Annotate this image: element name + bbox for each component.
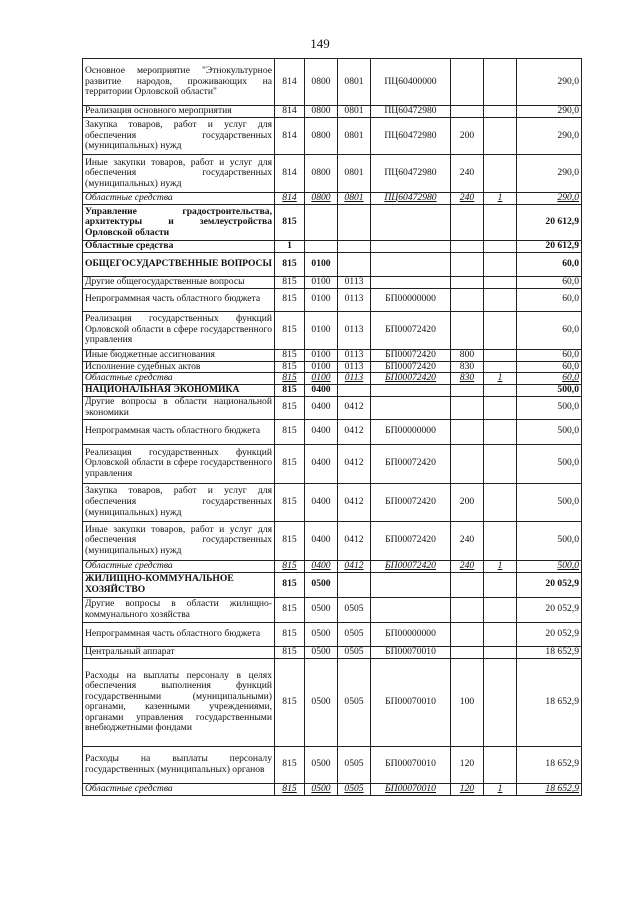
row-name: Реализация основного мероприятия xyxy=(83,106,275,118)
cell-target-article: БП00072420 xyxy=(371,311,451,349)
cell-amount: 500,0 xyxy=(517,419,582,444)
cell-ministry: 815 xyxy=(275,288,305,311)
cell-ministry: 1 xyxy=(275,241,305,253)
cell-subsection: 0412 xyxy=(338,419,371,444)
cell-amount: 60,0 xyxy=(517,311,582,349)
budget-table xyxy=(82,58,582,796)
cell-amount: 500,0 xyxy=(517,560,582,572)
cell-target-article: ПЦ60472980 xyxy=(371,118,451,155)
cell-amount: 60,0 xyxy=(517,373,582,385)
cell-source xyxy=(484,155,517,193)
cell-expense-type xyxy=(451,384,484,396)
cell-ministry: 815 xyxy=(275,396,305,419)
cell-section: 0800 xyxy=(305,193,338,205)
cell-section: 0500 xyxy=(305,783,338,795)
cell-section: 0500 xyxy=(305,646,338,658)
cell-subsection: 0505 xyxy=(338,746,371,783)
table-row xyxy=(83,622,582,646)
cell-subsection: 0412 xyxy=(338,444,371,483)
cell-source xyxy=(484,746,517,783)
cell-expense-type: 800 xyxy=(451,349,484,361)
cell-expense-type: 240 xyxy=(451,155,484,193)
cell-section: 0400 xyxy=(305,396,338,419)
cell-source xyxy=(484,276,517,288)
table-row xyxy=(83,276,582,288)
cell-target-article: БП00072420 xyxy=(371,521,451,560)
cell-subsection: 0801 xyxy=(338,155,371,193)
cell-ministry: 815 xyxy=(275,384,305,396)
cell-target-article xyxy=(371,384,451,396)
cell-source: 1 xyxy=(484,560,517,572)
cell-amount: 20 052,9 xyxy=(517,572,582,597)
cell-ministry: 815 xyxy=(275,622,305,646)
cell-target-article: БП00070010 xyxy=(371,783,451,795)
row-name: Закупка товаров, работ и услуг для обеспечения государственных (муниципальных) нужд xyxy=(83,118,275,155)
table-row xyxy=(83,396,582,419)
cell-section: 0100 xyxy=(305,361,338,373)
cell-section: 0100 xyxy=(305,349,338,361)
cell-source xyxy=(484,311,517,349)
cell-expense-type: 200 xyxy=(451,483,484,521)
table-row xyxy=(83,193,582,205)
table-row xyxy=(83,419,582,444)
cell-section: 0500 xyxy=(305,597,338,622)
row-name: Непрограммная часть областного бюджета xyxy=(83,419,275,444)
cell-source xyxy=(484,444,517,483)
table-row xyxy=(83,288,582,311)
table-row xyxy=(83,521,582,560)
cell-expense-type xyxy=(451,205,484,241)
cell-target-article: БП00072420 xyxy=(371,444,451,483)
cell-target-article xyxy=(371,241,451,253)
cell-ministry: 815 xyxy=(275,646,305,658)
cell-target-article xyxy=(371,205,451,241)
cell-section: 0100 xyxy=(305,311,338,349)
cell-expense-type: 830 xyxy=(451,373,484,385)
table-row xyxy=(83,658,582,746)
table-row xyxy=(83,241,582,253)
cell-target-article: БП00072420 xyxy=(371,560,451,572)
cell-source xyxy=(484,572,517,597)
row-name: Реализация государственных функций Орловской области в сфере государственного управления xyxy=(83,311,275,349)
cell-source xyxy=(484,252,517,276)
cell-amount: 500,0 xyxy=(517,444,582,483)
cell-amount: 18 652,9 xyxy=(517,783,582,795)
cell-section: 0400 xyxy=(305,521,338,560)
cell-expense-type: 830 xyxy=(451,361,484,373)
cell-source xyxy=(484,118,517,155)
row-name: Областные средства xyxy=(83,783,275,795)
cell-subsection: 0113 xyxy=(338,288,371,311)
cell-ministry: 815 xyxy=(275,205,305,241)
row-name: ЖИЛИЩНО-КОММУНАЛЬНОЕ ХОЗЯЙСТВО xyxy=(83,572,275,597)
cell-expense-type xyxy=(451,59,484,106)
cell-source xyxy=(484,59,517,106)
cell-expense-type xyxy=(451,276,484,288)
cell-source xyxy=(484,396,517,419)
row-name: Другие вопросы в области жилищно-коммунального хозяйства xyxy=(83,597,275,622)
cell-ministry: 814 xyxy=(275,59,305,106)
cell-amount: 290,0 xyxy=(517,155,582,193)
cell-expense-type: 240 xyxy=(451,521,484,560)
cell-target-article: БП00072420 xyxy=(371,361,451,373)
row-name: Областные средства xyxy=(83,560,275,572)
row-name: Иные закупки товаров, работ и услуг для обеспечения государственных (муниципальных) нужд xyxy=(83,155,275,193)
cell-ministry: 815 xyxy=(275,361,305,373)
cell-target-article: ПЦ60472980 xyxy=(371,106,451,118)
table-row xyxy=(83,483,582,521)
cell-ministry: 814 xyxy=(275,155,305,193)
cell-amount: 500,0 xyxy=(517,396,582,419)
cell-subsection: 0113 xyxy=(338,361,371,373)
table-row xyxy=(83,361,582,373)
page-number: 149 xyxy=(310,36,330,51)
table-row xyxy=(83,597,582,622)
cell-ministry: 815 xyxy=(275,373,305,385)
table-row xyxy=(83,59,582,106)
cell-ministry: 815 xyxy=(275,444,305,483)
row-name: Иные закупки товаров, работ и услуг для обеспечения государственных (муниципальных) нужд xyxy=(83,521,275,560)
cell-subsection xyxy=(338,205,371,241)
cell-amount: 290,0 xyxy=(517,59,582,106)
cell-ministry: 815 xyxy=(275,560,305,572)
row-name: Иные бюджетные ассигнования xyxy=(83,349,275,361)
table-row xyxy=(83,783,582,795)
row-name: ОБЩЕГОСУДАРСТВЕННЫЕ ВОПРОСЫ xyxy=(83,252,275,276)
cell-subsection xyxy=(338,241,371,253)
cell-source xyxy=(484,646,517,658)
table-row xyxy=(83,444,582,483)
table-row xyxy=(83,252,582,276)
cell-expense-type xyxy=(451,572,484,597)
cell-source xyxy=(484,349,517,361)
cell-source xyxy=(484,205,517,241)
cell-ministry: 815 xyxy=(275,311,305,349)
cell-amount: 500,0 xyxy=(517,483,582,521)
cell-expense-type xyxy=(451,646,484,658)
cell-amount: 20 052,9 xyxy=(517,622,582,646)
row-name: Непрограммная часть областного бюджета xyxy=(83,622,275,646)
cell-subsection: 0505 xyxy=(338,646,371,658)
cell-amount: 290,0 xyxy=(517,118,582,155)
cell-expense-type xyxy=(451,241,484,253)
row-name: Другие вопросы в области национальной экономики xyxy=(83,396,275,419)
cell-amount: 20 612,9 xyxy=(517,205,582,241)
cell-subsection: 0113 xyxy=(338,311,371,349)
cell-ministry: 815 xyxy=(275,746,305,783)
row-name: Расходы на выплаты персоналу государственных (муниципальных) органов xyxy=(83,746,275,783)
cell-amount: 18 652,9 xyxy=(517,746,582,783)
cell-ministry: 815 xyxy=(275,483,305,521)
table-row xyxy=(83,106,582,118)
cell-ministry: 815 xyxy=(275,276,305,288)
cell-ministry: 815 xyxy=(275,597,305,622)
cell-section: 0400 xyxy=(305,384,338,396)
cell-section: 0100 xyxy=(305,252,338,276)
cell-section: 0800 xyxy=(305,106,338,118)
row-name: Закупка товаров, работ и услуг для обеспечения государственных (муниципальных) нужд xyxy=(83,483,275,521)
cell-expense-type: 240 xyxy=(451,560,484,572)
cell-amount: 60,0 xyxy=(517,361,582,373)
cell-source xyxy=(484,106,517,118)
cell-section: 0800 xyxy=(305,59,338,106)
cell-source: 1 xyxy=(484,373,517,385)
cell-subsection: 0801 xyxy=(338,118,371,155)
cell-target-article xyxy=(371,252,451,276)
cell-amount: 60,0 xyxy=(517,349,582,361)
cell-expense-type xyxy=(451,396,484,419)
cell-section: 0400 xyxy=(305,444,338,483)
cell-subsection: 0412 xyxy=(338,521,371,560)
cell-amount: 60,0 xyxy=(517,252,582,276)
table-row xyxy=(83,118,582,155)
cell-expense-type xyxy=(451,252,484,276)
cell-amount: 290,0 xyxy=(517,106,582,118)
cell-amount: 18 652,9 xyxy=(517,658,582,746)
cell-section: 0100 xyxy=(305,276,338,288)
cell-subsection: 0505 xyxy=(338,622,371,646)
cell-section: 0500 xyxy=(305,572,338,597)
cell-target-article: ПЦ60472980 xyxy=(371,193,451,205)
cell-expense-type: 120 xyxy=(451,746,484,783)
row-name: Расходы на выплаты персоналу в целях обеспечения выполнения функций государственными (муниципальными) органами, казенными учреждениями, органами управления государственными внебюджетными фондами xyxy=(83,658,275,746)
cell-source xyxy=(484,288,517,311)
table-row xyxy=(83,205,582,241)
cell-subsection: 0412 xyxy=(338,396,371,419)
cell-expense-type xyxy=(451,444,484,483)
cell-subsection: 0505 xyxy=(338,597,371,622)
cell-section: 0400 xyxy=(305,419,338,444)
cell-section xyxy=(305,205,338,241)
cell-source: 1 xyxy=(484,193,517,205)
cell-ministry: 814 xyxy=(275,106,305,118)
row-name: Другие общегосударственные вопросы xyxy=(83,276,275,288)
cell-ministry: 814 xyxy=(275,118,305,155)
cell-subsection: 0412 xyxy=(338,560,371,572)
table-row xyxy=(83,155,582,193)
cell-target-article: БП00072420 xyxy=(371,483,451,521)
cell-target-article xyxy=(371,396,451,419)
cell-expense-type xyxy=(451,597,484,622)
cell-expense-type xyxy=(451,419,484,444)
cell-section: 0500 xyxy=(305,746,338,783)
cell-source xyxy=(484,241,517,253)
cell-amount: 290,0 xyxy=(517,193,582,205)
cell-source xyxy=(484,483,517,521)
cell-amount: 18 652,9 xyxy=(517,646,582,658)
cell-section: 0800 xyxy=(305,118,338,155)
cell-expense-type xyxy=(451,288,484,311)
table-row xyxy=(83,349,582,361)
cell-subsection xyxy=(338,384,371,396)
cell-subsection: 0412 xyxy=(338,483,371,521)
cell-section xyxy=(305,241,338,253)
row-name: Областные средства xyxy=(83,241,275,253)
cell-source xyxy=(484,361,517,373)
cell-subsection xyxy=(338,252,371,276)
row-name: Непрограммная часть областного бюджета xyxy=(83,288,275,311)
cell-source xyxy=(484,658,517,746)
cell-expense-type: 120 xyxy=(451,783,484,795)
cell-target-article: БП00070010 xyxy=(371,746,451,783)
row-name: Областные средства xyxy=(83,373,275,385)
table-row xyxy=(83,746,582,783)
cell-subsection: 0113 xyxy=(338,276,371,288)
cell-subsection: 0505 xyxy=(338,783,371,795)
row-name: Областные средства xyxy=(83,193,275,205)
table-row xyxy=(83,560,582,572)
cell-section: 0400 xyxy=(305,483,338,521)
cell-section: 0400 xyxy=(305,560,338,572)
cell-amount: 500,0 xyxy=(517,384,582,396)
cell-target-article: БП00000000 xyxy=(371,288,451,311)
cell-expense-type: 100 xyxy=(451,658,484,746)
cell-ministry: 814 xyxy=(275,193,305,205)
cell-target-article: БП00000000 xyxy=(371,419,451,444)
cell-expense-type xyxy=(451,311,484,349)
cell-subsection: 0801 xyxy=(338,59,371,106)
cell-target-article: БП00070010 xyxy=(371,658,451,746)
cell-source xyxy=(484,384,517,396)
cell-subsection: 0505 xyxy=(338,658,371,746)
table-row xyxy=(83,373,582,385)
cell-expense-type xyxy=(451,622,484,646)
cell-section: 0500 xyxy=(305,622,338,646)
cell-target-article: БП00070010 xyxy=(371,646,451,658)
cell-target-article xyxy=(371,597,451,622)
cell-expense-type: 200 xyxy=(451,118,484,155)
cell-subsection: 0113 xyxy=(338,373,371,385)
cell-target-article xyxy=(371,572,451,597)
cell-section: 0100 xyxy=(305,288,338,311)
row-name: Исполнение судебных актов xyxy=(83,361,275,373)
row-name: Управление градостроительства, архитектуры и землеустройства Орловской области xyxy=(83,205,275,241)
cell-source xyxy=(484,622,517,646)
cell-subsection: 0801 xyxy=(338,106,371,118)
cell-ministry: 815 xyxy=(275,521,305,560)
cell-ministry: 815 xyxy=(275,658,305,746)
cell-subsection xyxy=(338,572,371,597)
table-row xyxy=(83,646,582,658)
cell-source xyxy=(484,419,517,444)
cell-amount: 20 052,9 xyxy=(517,597,582,622)
cell-source: 1 xyxy=(484,783,517,795)
cell-ministry: 815 xyxy=(275,783,305,795)
cell-target-article xyxy=(371,276,451,288)
table-row xyxy=(83,311,582,349)
cell-expense-type xyxy=(451,106,484,118)
table-row xyxy=(83,572,582,597)
cell-source xyxy=(484,597,517,622)
row-name: Реализация государственных функций Орловской области в сфере государственного управления xyxy=(83,444,275,483)
cell-ministry: 815 xyxy=(275,419,305,444)
cell-section: 0500 xyxy=(305,658,338,746)
cell-section: 0800 xyxy=(305,155,338,193)
cell-amount: 500,0 xyxy=(517,521,582,560)
cell-ministry: 815 xyxy=(275,349,305,361)
cell-subsection: 0113 xyxy=(338,349,371,361)
row-name: НАЦИОНАЛЬНАЯ ЭКОНОМИКА xyxy=(83,384,275,396)
cell-target-article: БП00072420 xyxy=(371,349,451,361)
cell-amount: 60,0 xyxy=(517,276,582,288)
cell-subsection: 0801 xyxy=(338,193,371,205)
cell-source xyxy=(484,521,517,560)
row-name: Основное мероприятие "Этнокультурное развитие народов, проживающих на территории Орловской области" xyxy=(83,59,275,106)
cell-expense-type: 240 xyxy=(451,193,484,205)
cell-ministry: 815 xyxy=(275,572,305,597)
cell-ministry: 815 xyxy=(275,252,305,276)
table-row xyxy=(83,384,582,396)
cell-amount: 60,0 xyxy=(517,288,582,311)
cell-target-article: ПЦ60400000 xyxy=(371,59,451,106)
cell-target-article: БП00000000 xyxy=(371,622,451,646)
cell-target-article: БП00072420 xyxy=(371,373,451,385)
cell-section: 0100 xyxy=(305,373,338,385)
cell-amount: 20 612,9 xyxy=(517,241,582,253)
budget-table-body xyxy=(83,59,582,796)
row-name: Центральный аппарат xyxy=(83,646,275,658)
cell-target-article: ПЦ60472980 xyxy=(371,155,451,193)
